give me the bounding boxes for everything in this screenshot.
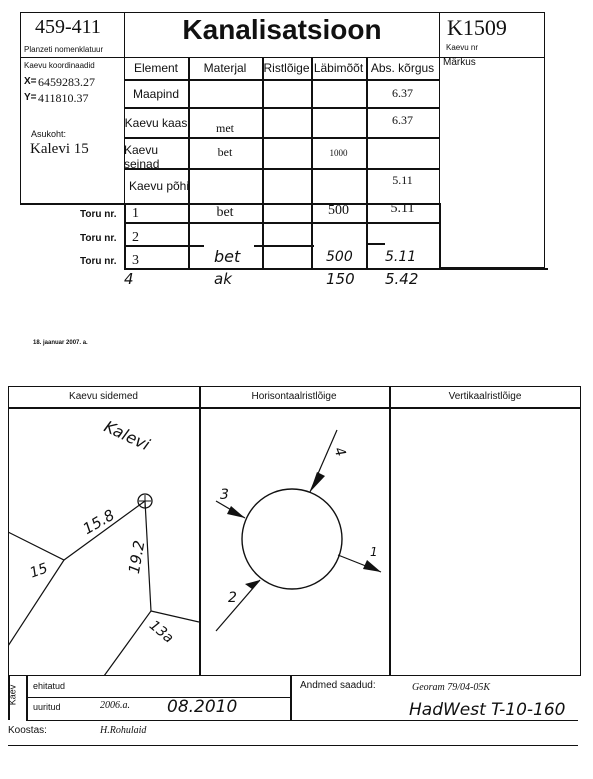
extra-no: 4: [124, 270, 134, 288]
sketch-col1-title: Kaevu sidemed: [69, 391, 138, 402]
compiled-label: Koostas:: [8, 725, 47, 736]
nomenclature-value: 459-411: [35, 16, 101, 38]
col-header-diameter: Läbimõõt: [313, 61, 364, 75]
date-note: 18. jaanuar 2007. a.: [33, 340, 88, 346]
x-label: X=: [24, 76, 37, 87]
built-label: ehitatud: [33, 681, 66, 691]
surveyed-value: 2006.a.: [100, 700, 130, 711]
row-element: Kaevu põhi: [128, 178, 190, 193]
pipe-label: Toru nr.: [80, 256, 117, 267]
lot-label-a: 15: [27, 560, 51, 582]
arrow-label-4: 4: [330, 445, 349, 459]
arrow-label-1: 1: [370, 545, 378, 559]
data-from-label: Andmed saadud:: [300, 680, 376, 691]
y-value: 411810.37: [38, 91, 89, 105]
col-header-height: Abs. kõrgus: [370, 61, 435, 75]
extra-diameter: 150: [326, 270, 355, 288]
row-element: Kaevu seinad: [124, 142, 160, 171]
pipe-material: bet: [214, 247, 241, 266]
col-header-element: Element: [133, 61, 179, 75]
row-diameter: 1000: [329, 147, 348, 158]
well-no-value: K1509: [447, 15, 507, 40]
sketch-col2-title: Horisontaalristlõige: [251, 391, 337, 402]
extra-material: ak: [214, 270, 232, 288]
coords-label: Kaevu koordinaadid: [24, 61, 95, 70]
data-from-value: Georam 79/04-05K: [412, 682, 491, 693]
dist-label-1: 15.8: [79, 505, 118, 539]
street-label: Kalevi: [101, 416, 153, 455]
pipe-no: 1: [132, 206, 139, 221]
horizontal-section: [200, 408, 389, 676]
lot-label-b: 13a: [145, 617, 177, 647]
kaev-label: Kaev: [7, 684, 18, 706]
pipe-diameter: 500: [328, 203, 349, 218]
surveyed-hand: 08.2010: [167, 697, 238, 717]
nomenclature-label: Planzeti nomenklatuur: [24, 45, 104, 54]
y-label: Y=: [24, 92, 37, 103]
row-material: bet: [217, 145, 233, 159]
compiled-value: H.Rohulaid: [100, 725, 147, 736]
arrow-label-3: 3: [220, 487, 229, 503]
surveyed-label: uuritud: [33, 702, 61, 712]
col-header-cross: Ristlõige: [263, 61, 310, 75]
well-no-label: Kaevu nr: [446, 43, 479, 52]
pipe-label: Toru nr.: [80, 209, 117, 220]
pipe-material: bet: [216, 205, 234, 220]
pipe-diameter: 500: [326, 249, 353, 265]
dist-label-2: 19.2: [124, 538, 149, 576]
row-height: 5.11: [392, 173, 413, 187]
arrow-label-2: 2: [228, 590, 237, 606]
pipe-height: 5.11: [385, 249, 417, 265]
remarks-box: [439, 57, 545, 268]
row-material: met: [216, 121, 234, 135]
remarks-label: Märkus: [443, 57, 476, 68]
col-header-material: Materjal: [203, 61, 247, 75]
sketch-col3-title: Vertikaalristlõige: [448, 391, 522, 402]
pipe-height: 5.11: [390, 201, 415, 216]
row-element: Maapind: [132, 86, 180, 101]
pipe-no: 2: [132, 230, 139, 245]
location-value: Kalevi 15: [30, 141, 89, 157]
row-element: Kaevu kaas: [124, 115, 188, 130]
location-label: Asukoht:: [31, 129, 67, 139]
pipe-no: 3: [132, 253, 139, 268]
page-title: Kanalisatsioon: [182, 14, 382, 45]
extra-height: 5.42: [385, 270, 419, 288]
data-from-hand: HadWest T-10-160: [409, 700, 566, 720]
row-height: 6.37: [392, 113, 413, 127]
pipe-label: Toru nr.: [80, 233, 117, 244]
row-height: 6.37: [392, 86, 413, 100]
x-value: 6459283.27: [38, 75, 95, 89]
